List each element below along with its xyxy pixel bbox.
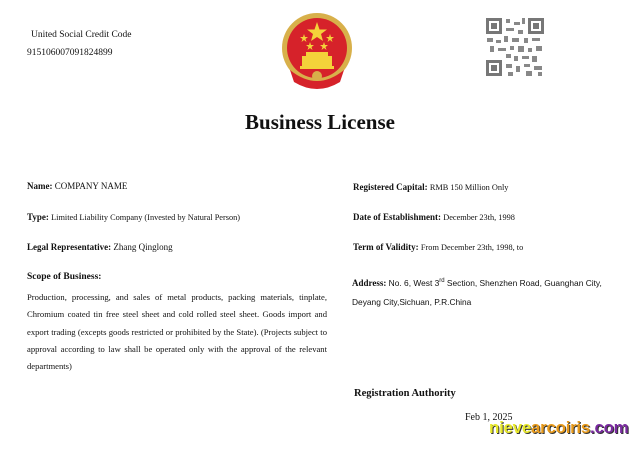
legal-representative-label: Legal Representative: — [27, 242, 112, 252]
watermark-part2: arcoiris — [530, 418, 591, 437]
term-of-validity-label: Term of Validity: — [353, 242, 419, 252]
qr-code-icon — [484, 16, 546, 78]
legal-representative-value: Zhang Qinglong — [113, 242, 173, 252]
establishment-date-field — [353, 212, 515, 222]
term-of-validity-value: From December 23th, 1998, to — [420, 243, 524, 252]
address-field — [352, 272, 637, 312]
type-label: Type: — [27, 212, 49, 222]
watermark — [489, 418, 629, 438]
registration-authority-label: Registration Authority — [354, 388, 456, 399]
name-field — [27, 181, 127, 191]
registered-capital-value: RMB 150 Million Only — [429, 183, 509, 192]
registered-capital-label: Registered Capital: — [353, 182, 428, 192]
address-line2: Deyang City,Sichuan, P.R.China — [352, 296, 472, 307]
address-superscript: rd — [439, 278, 445, 284]
credit-code-value: 915106007091824899 — [27, 48, 113, 58]
establishment-date-value: December 23th, 1998 — [443, 213, 515, 222]
credit-code-label: United Social Credit Code — [31, 30, 132, 40]
name-label: Name: — [27, 181, 53, 191]
scope-of-business-label: Scope of Business: — [27, 272, 102, 282]
national-emblem-icon — [280, 10, 354, 96]
document-title: Business License — [245, 110, 395, 134]
address-line1 — [389, 278, 602, 288]
address-line1-start: No. 6, West 3 — [388, 277, 440, 288]
watermark-part3: .com — [590, 418, 629, 437]
address-line1-end: Section, Shenzhen Road, Guanghan City, — [444, 277, 602, 288]
type-field — [27, 212, 240, 222]
address-label: Address: — [352, 277, 387, 288]
legal-representative-field — [27, 242, 173, 252]
term-of-validity-field — [353, 242, 523, 252]
registered-capital-field — [353, 182, 508, 192]
name-value: COMPANY NAME — [54, 181, 128, 191]
type-value: Limited Liability Company (Invested by Natural Person) — [51, 213, 241, 222]
watermark-part1: nieve — [489, 418, 531, 437]
establishment-date-label: Date of Establishment: — [353, 212, 441, 222]
issue-date: Feb 1, 2025 — [465, 412, 513, 423]
scope-of-business-text: Production, processing, and sales of metal products, packing materials, tinplate, Chromium coated tin free steel sheet and cold rolled steel sheet. Goods import and export trading (excepts goods restricted or prohibited by the State). (Projects subject to approval according to law shall be operated only with the approval of the relevant departments) — [27, 292, 327, 372]
